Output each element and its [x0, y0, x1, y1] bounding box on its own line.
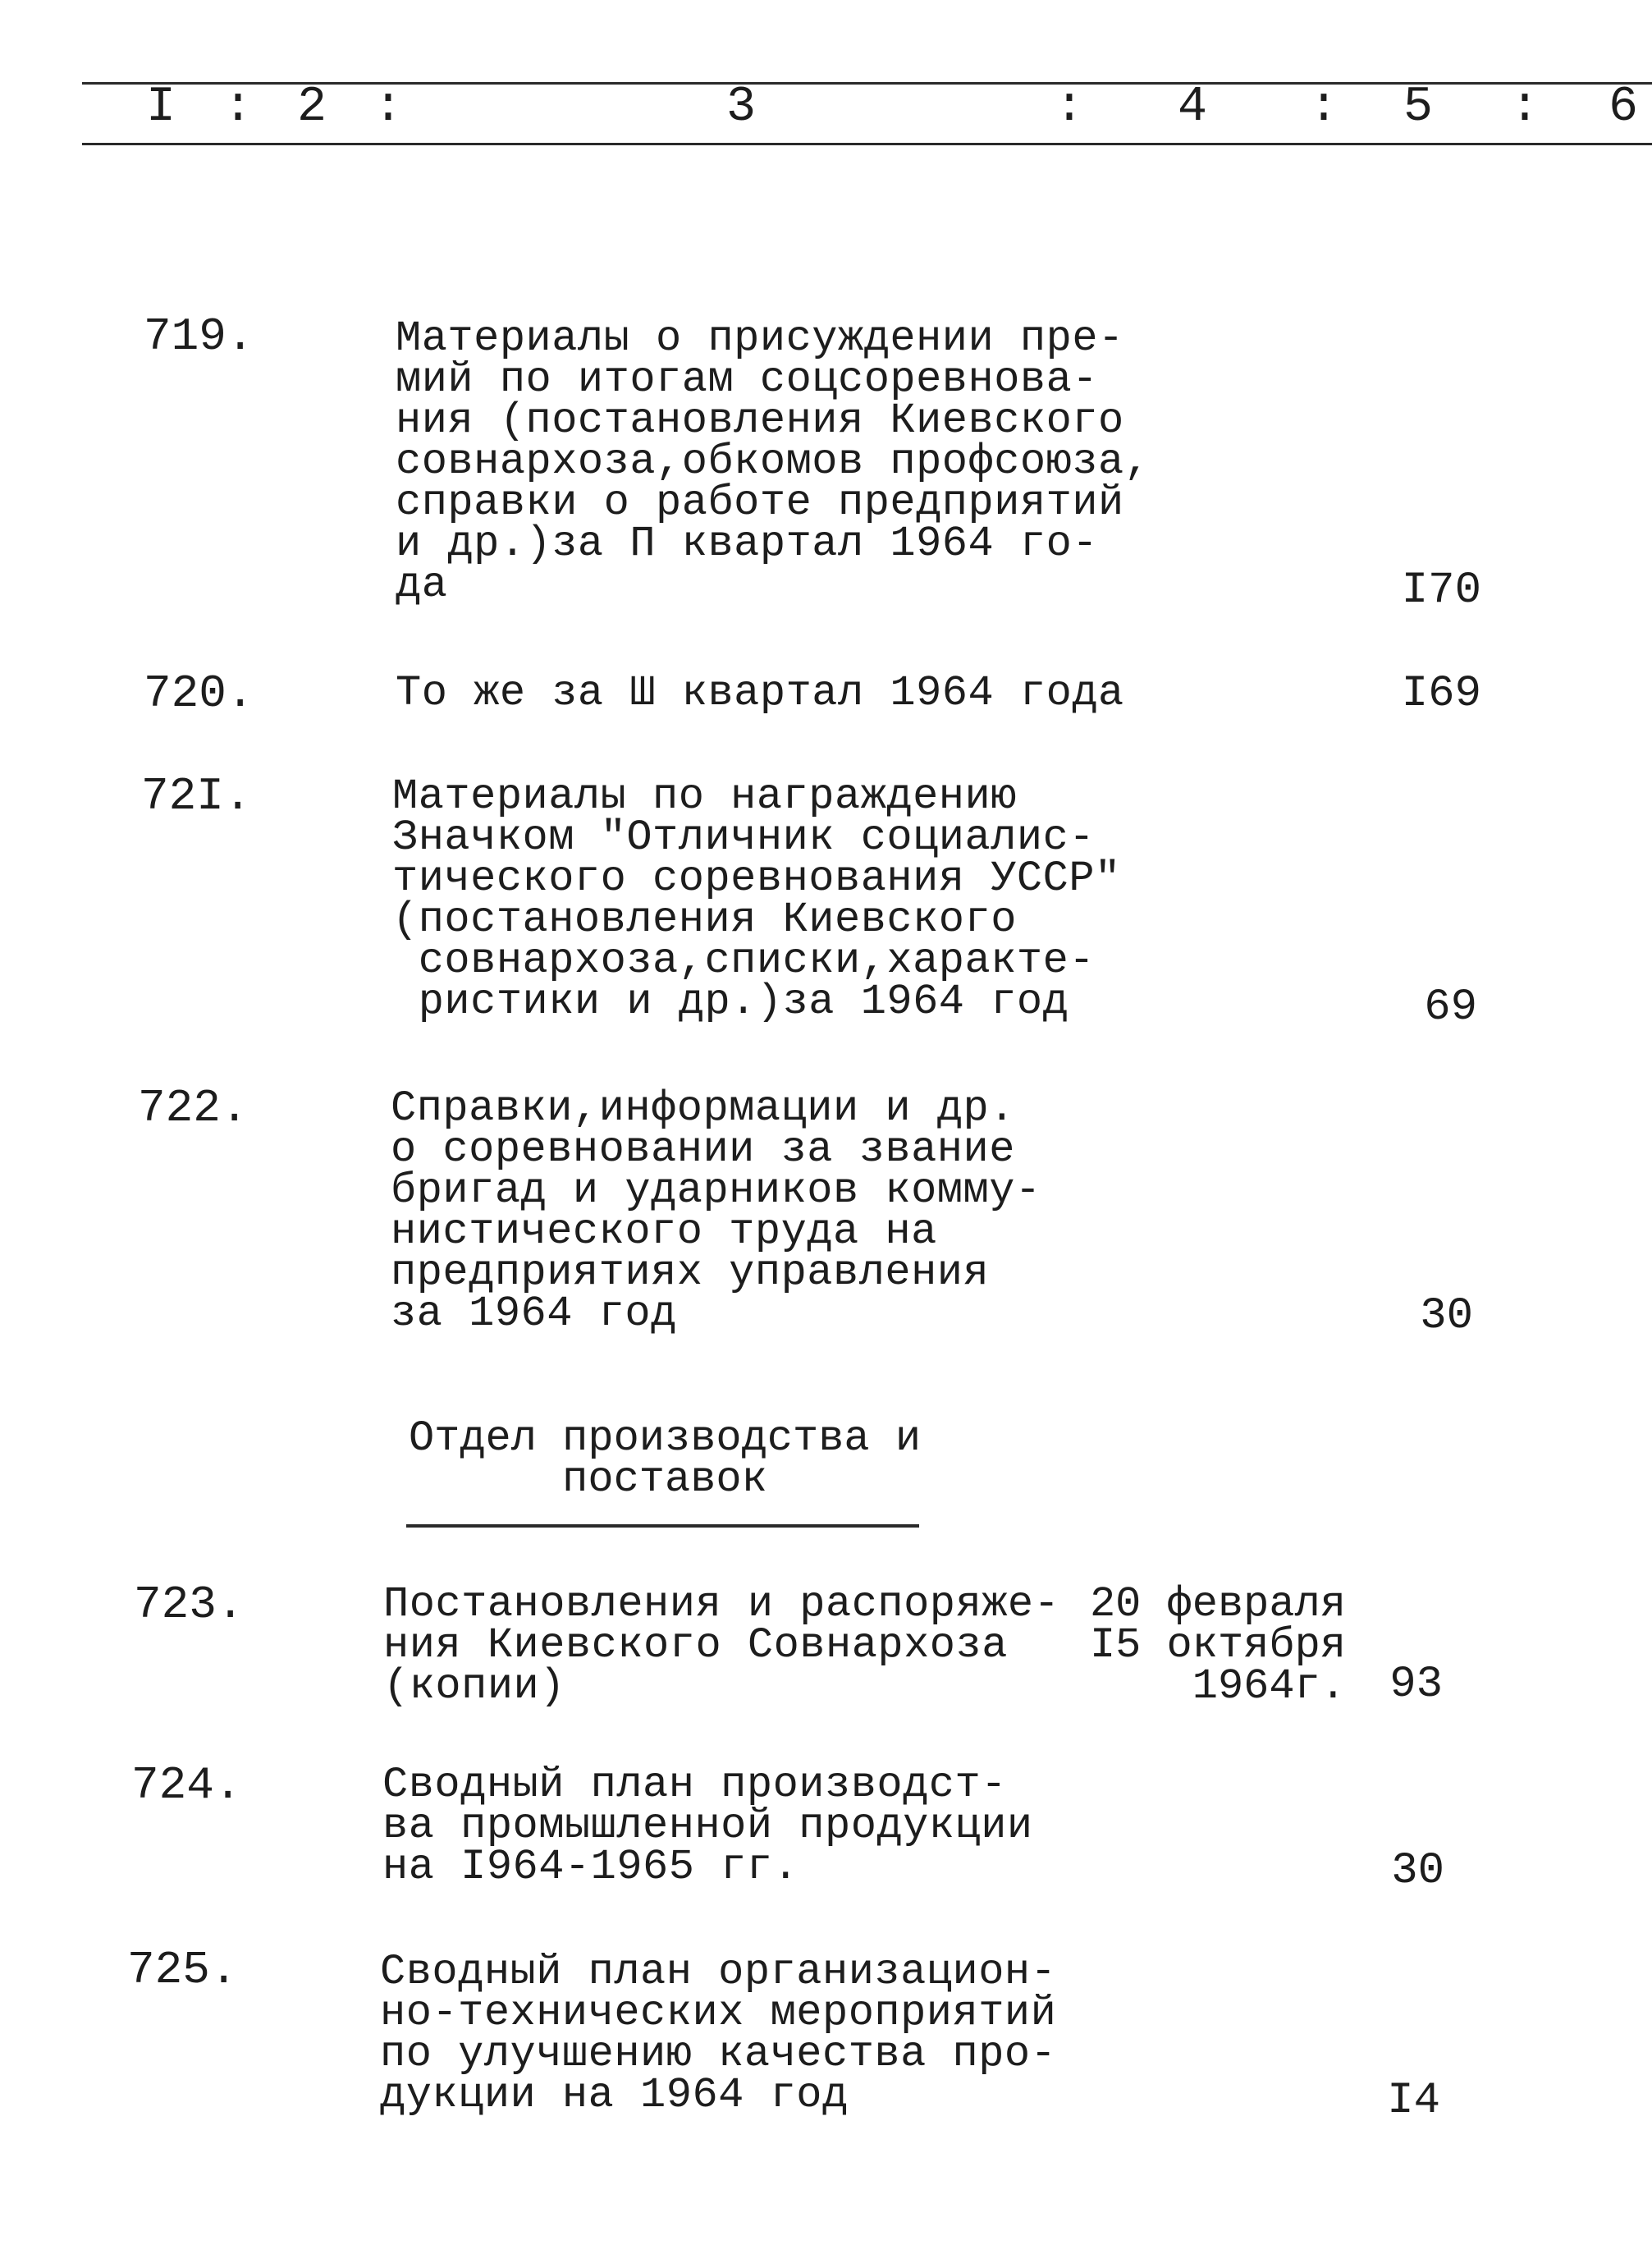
entry-number: 72I. — [141, 770, 252, 822]
entry-sheet-count: I70 — [1401, 566, 1481, 616]
entry-number: 720. — [144, 667, 254, 720]
entry-number: 722. — [138, 1082, 249, 1134]
entry-title: Сводный план производст- ва промышленной продукции на I964-1965 гг. — [382, 1761, 1033, 1891]
entry-sheet-count: 69 — [1424, 983, 1477, 1033]
entry-number: 724. — [131, 1759, 242, 1812]
entry-title: Справки,информации и др. о соревновании за звание бригад и ударников комму- нистического труда на предприятиях управления за 1964 год — [391, 1084, 1041, 1338]
entry-number: 725. — [127, 1944, 238, 1996]
column-separator: : — [1309, 80, 1339, 135]
column-separator: : — [373, 80, 404, 135]
column-header-3: 3 — [726, 80, 757, 135]
entry-sheet-count: I4 — [1387, 2076, 1440, 2126]
entry-title: Постановления и распоряже- ния Киевского Совнархоза (копии) — [383, 1580, 1060, 1711]
entry-sheet-count: 30 — [1420, 1291, 1473, 1341]
column-separator: : — [1055, 80, 1085, 135]
column-header-4: 4 — [1178, 80, 1208, 135]
entry-title: Материалы по награждению Значком "Отличник социалис- тического соревнования УССР" (постановления Киевского совнархоза,списки,характе- ристики и др.)за 1964 год — [392, 772, 1121, 1026]
entry-number: 719. — [144, 310, 254, 363]
entry-title: Материалы о присуждении пре- мий по итогам соцсоревнова- ния (постановления Киевского совнархоза,обкомов профсоюза, справки о работе предприятий и др.)за П квартал 1964 го- да — [396, 314, 1151, 609]
column-header-1: I — [146, 80, 176, 135]
section-heading: Отдел производства и поставок — [408, 1414, 922, 1504]
entry-title: Сводный план организацион- но-технических мероприятий по улучшению качества про- дукции на 1964 год — [380, 1948, 1057, 2119]
header-bottom-rule — [82, 143, 1652, 145]
entry-number: 723. — [134, 1578, 245, 1631]
column-separator: : — [223, 80, 254, 135]
column-header-6: 6 — [1609, 80, 1639, 135]
entry-dates: 20 февраля I5 октября 1964г. — [1089, 1580, 1346, 1711]
column-header-5: 5 — [1403, 80, 1434, 135]
column-separator: : — [1510, 80, 1540, 135]
column-header-2: 2 — [297, 80, 327, 135]
entry-sheet-count: I69 — [1401, 669, 1481, 719]
entry-sheet-count: 30 — [1391, 1846, 1444, 1896]
entry-sheet-count: 93 — [1389, 1660, 1443, 1710]
entry-title: То же за Ш квартал 1964 года — [396, 669, 1124, 717]
section-underline — [406, 1524, 919, 1528]
